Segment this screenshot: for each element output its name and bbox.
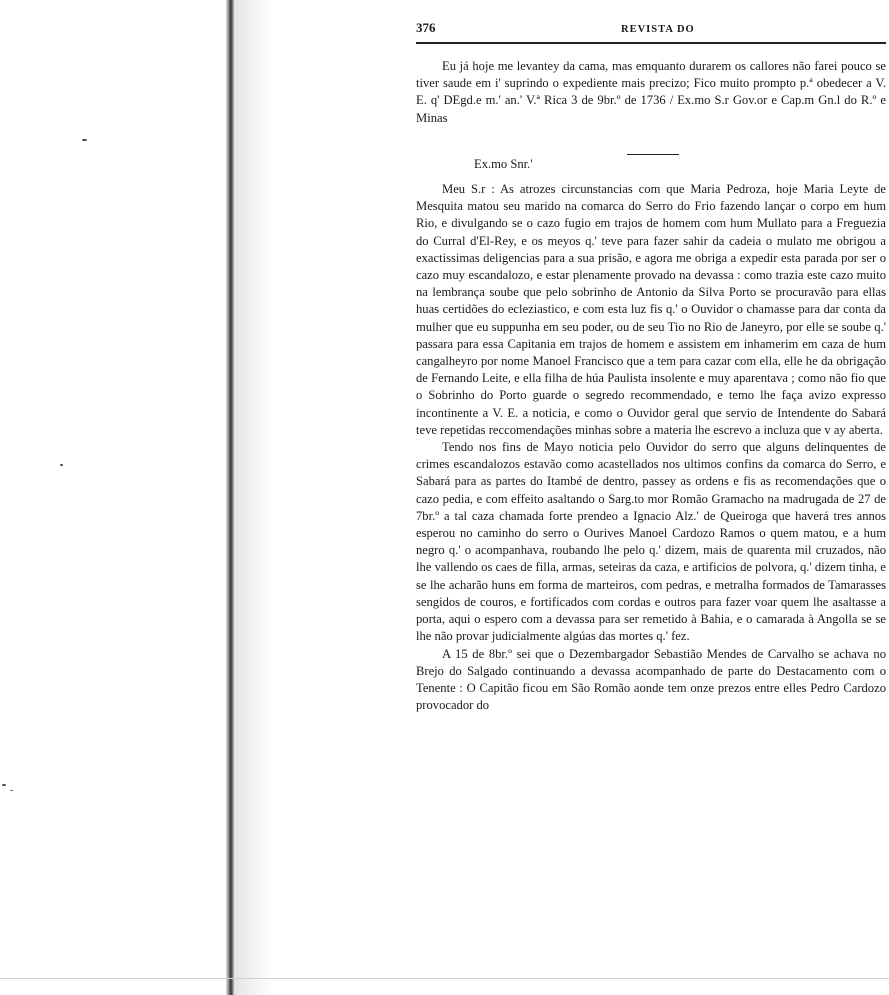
ink-speck [10, 790, 13, 791]
scan-bottom-edge [0, 978, 889, 979]
book-gutter [226, 0, 234, 995]
running-title: REVISTA DO [621, 24, 695, 35]
page-header [416, 18, 886, 40]
page-number: 376 [416, 20, 436, 35]
salutation: Ex.mo Snr.' [474, 156, 533, 171]
body-paragraph: A 15 de 8br.º sei que o Dezembargador Sebastião Mendes de Carvalho se achava no Brejo do Salgado continuando a devassa acompanhado de parte do Destacamento com o Tenente : O Capitão ficou em São Romão aonde tem onze prezos entre elles Pedro Cardozo provocador do [416, 646, 886, 713]
document-page [416, 18, 886, 714]
letter-closing-paragraph: Eu já hoje me levantey da cama, mas emquanto durarem os callores não farei pouco se tiver saude em i' suprindo o expediente mais precizo; Fico muito prompto p.ª obedecer a V. E. q' DEgd.e m.' an.' V.ª Rica 3 de 9br.º de 1736 / Ex.mo S.r Gov.or e Cap.m Gn.l do R.º e Minas [416, 59, 886, 125]
ink-speck [82, 139, 87, 141]
ink-speck [2, 784, 6, 786]
body-paragraph: Meu S.r : As atrozes circunstancias com que Maria Pedroza, hoje Maria Leyte de Mesquita matou seu marido na comarca do Serro do Frio fazendo lançar o corpo em hum Rio, e divulgando se o cazo fugio em trajos de homem com hum Mullato para a Freguezia do Curral d'El-Rey, e os meyos q.' teve para fazer sahir da cadeia o mulato me obrigou a exactissimas deligencias para a sua prisão, e agora me obriga a expedir esta parada por ser o cazo muy escandalozo, e estar plenamente provado na devassa : como trazia este cazo muito na lembrança soube que pelo sobrinho de Antonio da Silva Porto se procuravão para ellas huas certidões do ecleziastico, e com esta luz fis q.' o Ouvidor o chamasse para dar conta da mulher que eu suppunha em seu poder, ou de seu Tio no Rio de Janeyro, por elle se soube q.' passara para essa Capitania em trajos de homem e assistem em inhamerim em caza de hum cangalheyro por nome Manoel Francisco que a tem para cazar com ella, elle he da obrigação de Fernando Leite, e ella filha de húa Paulista insolente e muy aparentava ; como não fio que o Sobrinho do Porto guarde o segredo recommendado, e temo lhe faça avizo expresso incontinente a V. E. a noticia, e como o Ouvidor geral que servio de Intendente do Sabará teve repetidas reccomendações minhas sobre a materia lhe escrevo a incluza que v ay aberta. [416, 182, 886, 437]
facing-page-blank [0, 0, 236, 995]
gutter-shadow [234, 0, 274, 995]
ink-speck [60, 464, 63, 466]
header-rule [416, 42, 886, 44]
section-separator [627, 154, 679, 155]
body-paragraph: Tendo nos fins de Mayo noticia pelo Ouvidor do serro que alguns delinquentes de crimes escandalozos estavão como acastellados nos ultimos confins da comarca do Serro, e Sabará para as partes do Itambé de dentro, passey as ordens e fis as recomendações que o cazo pedia, e com effeito asaltando o Sarg.to mor Romão Gramacho na madrugada de 27 de 7br.º a tal caza chamada forte prendeo a Ignacio Alz.' de Queiroga que haverá tres annos esperou no caminho do serro o Ourives Manoel Cardozo Ramos o quem matou, e a hum negro q.' o acompanhava, roubando lhe pelo q.' dizem, mais de quarenta mil cruzados, não lhe vallendo os caes de filla, armas, seteiras da caza, e artificios de polvora, q.' dizem tinha, e se lhe acharão huns em forma de marteiros, com pedras, e metralha formados de Tamarasses sengidos de couros, e fortificados com cordas e outros para fazer voar quem lhe asaltasse a porta, aqui o espero com a devassa para ser remetido à Bahia, e o camarada à Angolla se se lhe não provar judicialmente algúas das mortes q.' fez. [416, 440, 886, 644]
